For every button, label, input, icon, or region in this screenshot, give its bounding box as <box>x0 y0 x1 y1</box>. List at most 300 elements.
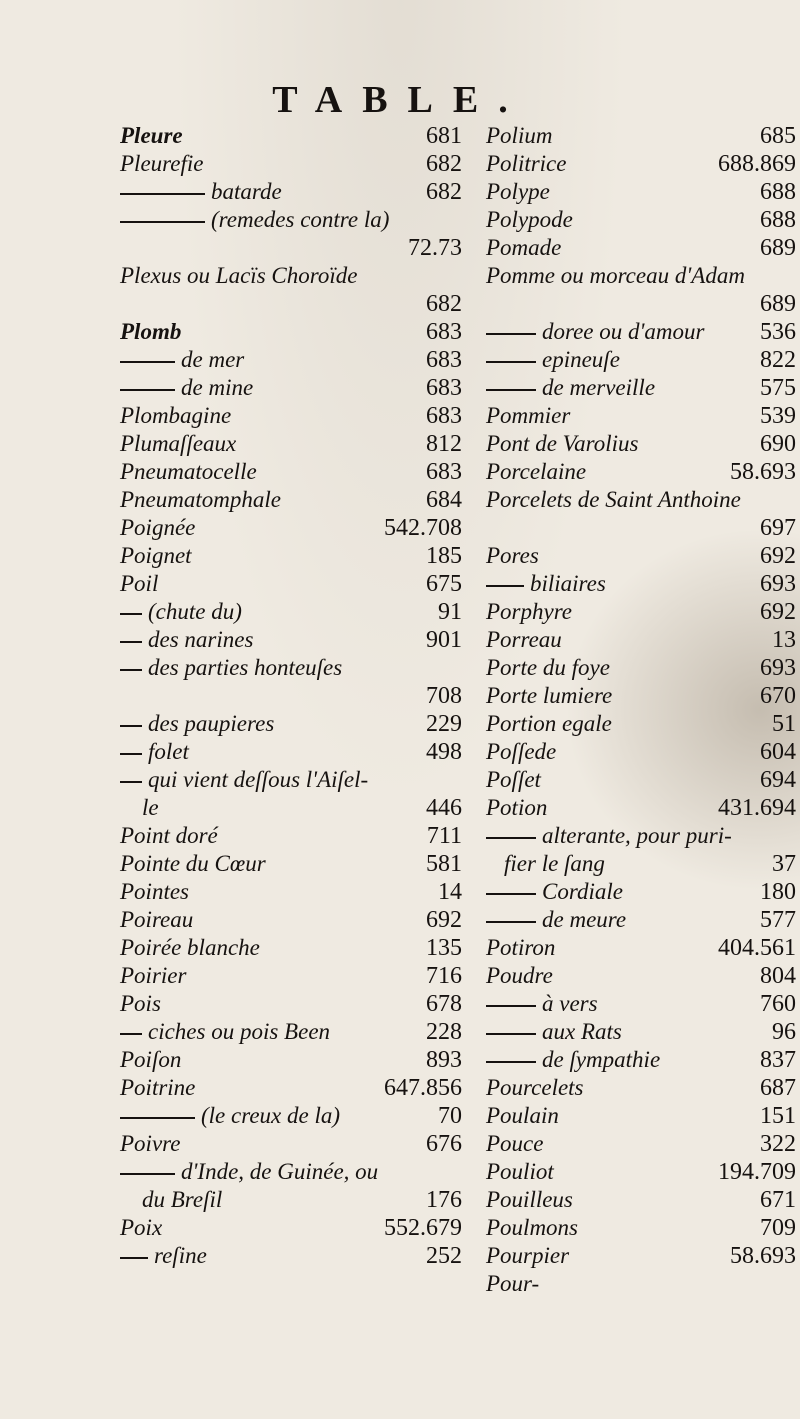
index-term <box>486 1102 559 1130</box>
index-term <box>486 150 566 178</box>
index-term-text: Pneumatocelle <box>120 459 257 484</box>
index-term <box>486 766 541 794</box>
index-entry <box>120 710 462 738</box>
page-number: 683 <box>426 403 462 429</box>
page-number: 72.73 <box>408 235 462 261</box>
index-entry <box>120 402 462 430</box>
page-number: 694 <box>760 767 796 793</box>
index-term-text: Point doré <box>120 823 218 848</box>
index-entry <box>120 486 462 514</box>
index-term <box>120 570 158 598</box>
index-entry <box>120 1046 462 1074</box>
index-entry <box>486 682 796 710</box>
index-term-text: Pointes <box>120 879 189 904</box>
page-number: 185 <box>426 543 462 569</box>
index-term <box>120 318 181 346</box>
page-number: 678 <box>426 991 462 1017</box>
index-entry <box>120 850 462 878</box>
page-number: 685 <box>760 123 796 149</box>
ditto-dash <box>120 781 142 783</box>
ditto-dash <box>120 221 205 223</box>
index-entry <box>120 1242 462 1270</box>
index-term-text: (remedes contre la) <box>211 207 390 232</box>
index-term <box>486 346 620 374</box>
index-entry <box>486 374 796 402</box>
index-term-text: epineuſe <box>542 347 620 372</box>
page-number: 681 <box>426 123 462 149</box>
index-term-text: des paupieres <box>148 711 275 736</box>
index-term-text: (chute du) <box>148 599 242 624</box>
index-term <box>120 206 389 234</box>
index-entry <box>120 682 462 710</box>
index-entry <box>120 1130 462 1158</box>
index-term <box>486 962 553 990</box>
index-entry <box>486 206 796 234</box>
page-number: 91 <box>438 599 462 625</box>
index-entry <box>120 290 462 318</box>
page-number: 542.708 <box>384 515 462 541</box>
index-term-text: des parties honteuſes <box>148 655 343 680</box>
index-term-text: Potiron <box>486 935 556 960</box>
index-term-text: Polype <box>486 179 550 204</box>
index-term <box>486 542 539 570</box>
page-number: 446 <box>426 795 462 821</box>
ditto-dash <box>120 1257 148 1259</box>
index-term-text: à vers <box>542 991 598 1016</box>
index-term <box>120 402 231 430</box>
index-term-text: Poſſet <box>486 767 541 792</box>
ditto-dash <box>120 753 142 755</box>
index-entry <box>486 654 796 682</box>
index-term-text: Pommier <box>486 403 571 428</box>
page-number: 70 <box>438 1103 462 1129</box>
index-entry <box>486 318 796 346</box>
index-term <box>120 766 368 794</box>
index-entry <box>120 122 462 150</box>
index-term <box>486 1018 622 1046</box>
index-term-text: Plumaſſeaux <box>120 431 237 456</box>
page-number: 822 <box>760 347 796 373</box>
index-term <box>486 934 555 962</box>
index-term-text: Porcelets de Saint Anthoine <box>486 487 741 512</box>
index-entry <box>486 150 796 178</box>
ditto-dash <box>486 389 536 391</box>
index-term <box>120 1018 330 1046</box>
index-entry <box>486 290 796 318</box>
index-term-text: Porte du foye <box>486 655 610 680</box>
page-number: 552.679 <box>384 1215 462 1241</box>
index-term <box>486 1074 584 1102</box>
index-entry <box>486 178 796 206</box>
index-term <box>120 346 244 374</box>
index-term <box>486 906 626 934</box>
index-term <box>120 542 192 570</box>
index-entry <box>486 626 796 654</box>
index-entry <box>486 458 796 486</box>
page-number: 536 <box>760 319 796 345</box>
index-term <box>120 990 161 1018</box>
index-term-text: Poirier <box>120 963 187 988</box>
index-term-text: Porreau <box>486 627 562 652</box>
index-term <box>486 570 606 598</box>
page-number: 693 <box>760 655 796 681</box>
index-term-text: fier le ſang <box>504 851 605 876</box>
index-term <box>120 514 195 542</box>
index-term-text: Pouliot <box>486 1159 554 1184</box>
index-term-text: reſine <box>154 1243 207 1268</box>
index-term-text: folet <box>148 739 189 764</box>
index-term-text: Polium <box>486 123 553 148</box>
index-column-left <box>120 122 462 1270</box>
index-term-text: aux Rats <box>542 1019 622 1044</box>
index-entry <box>120 738 462 766</box>
index-entry <box>486 570 796 598</box>
index-term <box>120 906 193 934</box>
index-term <box>486 1214 578 1242</box>
index-term <box>120 962 186 990</box>
index-term-text: Pomade <box>486 235 562 260</box>
index-term-text: batarde <box>211 179 282 204</box>
index-term-text: Poulain <box>486 1103 559 1128</box>
index-term-text: Politrice <box>486 151 567 176</box>
index-entry <box>486 1102 796 1130</box>
index-term <box>120 374 253 402</box>
index-entry <box>486 598 796 626</box>
page-number: 58.693 <box>730 459 796 485</box>
ditto-dash <box>486 1033 536 1035</box>
page-number: 893 <box>426 1047 462 1073</box>
page-number: 180 <box>760 879 796 905</box>
page-number: 404.561 <box>718 935 796 961</box>
index-term <box>120 626 253 654</box>
index-entry <box>120 626 462 654</box>
index-term <box>120 1130 180 1158</box>
page-number: 577 <box>760 907 796 933</box>
index-term <box>120 430 236 458</box>
page-number: 683 <box>426 347 462 373</box>
index-term-text: Poirée blanche <box>120 935 260 960</box>
index-entry <box>120 1102 462 1130</box>
index-term-text: Porte lumiere <box>486 683 613 708</box>
page-number: 51 <box>772 711 796 737</box>
index-term <box>142 794 159 822</box>
page-number: 647.856 <box>384 1075 462 1101</box>
index-entry <box>120 318 462 346</box>
ditto-dash <box>486 361 536 363</box>
ditto-dash <box>120 1033 142 1035</box>
index-term-text: Poitrine <box>120 1075 196 1100</box>
index-entry <box>120 234 462 262</box>
page-number: 683 <box>426 319 462 345</box>
index-term <box>486 822 732 850</box>
index-term-text: Plombagine <box>120 403 232 428</box>
index-term <box>142 1186 222 1214</box>
page-number: 229 <box>426 711 462 737</box>
page-number: 804 <box>760 963 796 989</box>
page-number: 697 <box>760 515 796 541</box>
index-term-text: qui vient deſſous l'Aiſel- <box>148 767 369 792</box>
index-term-text: Poignet <box>120 543 192 568</box>
index-term-text: Pomme ou morceau d'Adam <box>486 263 745 288</box>
index-term-text: Cordiale <box>542 879 623 904</box>
ditto-dash <box>120 641 142 643</box>
index-term <box>120 458 257 486</box>
page-number: 684 <box>426 487 462 513</box>
index-term <box>120 1074 195 1102</box>
page-number: 692 <box>760 543 796 569</box>
ditto-dash <box>486 1061 536 1063</box>
page-number: 322 <box>760 1131 796 1157</box>
index-entry <box>120 206 462 234</box>
index-term-text: de ſympathie <box>542 1047 661 1072</box>
index-term <box>120 122 183 150</box>
index-entry <box>120 570 462 598</box>
index-term <box>120 598 242 626</box>
index-term <box>486 682 612 710</box>
index-term <box>486 738 556 766</box>
index-term <box>486 1242 569 1270</box>
index-term <box>120 710 274 738</box>
index-term <box>120 486 281 514</box>
index-term <box>120 1102 340 1130</box>
index-term <box>504 850 605 878</box>
page-number: 37 <box>772 851 796 877</box>
index-entry <box>486 514 796 542</box>
index-term-text: Pneumatomphale <box>120 487 281 512</box>
ditto-dash <box>120 725 142 727</box>
index-term-text: des narines <box>148 627 254 652</box>
index-term <box>486 1130 543 1158</box>
index-term <box>486 430 638 458</box>
index-term <box>486 654 610 682</box>
index-term <box>120 1158 378 1186</box>
index-entry <box>486 738 796 766</box>
index-term <box>120 262 357 290</box>
index-term <box>486 206 573 234</box>
index-term <box>486 458 586 486</box>
index-term <box>486 122 552 150</box>
index-entry <box>486 990 796 1018</box>
page-number: 581 <box>426 851 462 877</box>
index-entry <box>486 346 796 374</box>
index-term-text: le <box>142 795 159 820</box>
page-number: 683 <box>426 375 462 401</box>
index-term-text: doree ou d'amour <box>542 319 705 344</box>
index-term <box>120 850 266 878</box>
index-entry <box>486 822 796 850</box>
page-number: 689 <box>760 291 796 317</box>
page-number: 431.694 <box>718 795 796 821</box>
index-term-text: de mine <box>181 375 254 400</box>
ditto-dash <box>120 361 175 363</box>
index-entry <box>120 374 462 402</box>
ditto-dash <box>120 389 175 391</box>
index-entry <box>486 1158 796 1186</box>
page-number: 252 <box>426 1243 462 1269</box>
index-entry <box>486 1046 796 1074</box>
index-entry <box>486 1018 796 1046</box>
ditto-dash <box>120 669 142 671</box>
page-number: 692 <box>760 599 796 625</box>
index-entry <box>120 1214 462 1242</box>
page-number: 687 <box>760 1075 796 1101</box>
index-entry <box>486 1214 796 1242</box>
page-number: 688.869 <box>718 151 796 177</box>
ditto-dash <box>120 1173 175 1175</box>
index-entry <box>120 346 462 374</box>
page-number: 151 <box>760 1103 796 1129</box>
ditto-dash <box>120 1117 195 1119</box>
index-entry <box>486 1186 796 1214</box>
index-term-text: Pouilleus <box>486 1187 573 1212</box>
index-term-text: de merveille <box>542 375 656 400</box>
page-number: 709 <box>760 1215 796 1241</box>
index-entry <box>120 430 462 458</box>
index-term-text: alterante, pour puri- <box>542 823 732 848</box>
page-number: 575 <box>760 375 796 401</box>
index-term-text: Pois <box>120 991 161 1016</box>
page-number: 760 <box>760 991 796 1017</box>
page-number: 837 <box>760 1047 796 1073</box>
index-term <box>486 374 655 402</box>
page-number: 539 <box>760 403 796 429</box>
page-number: 194.709 <box>718 1159 796 1185</box>
page-number: 58.693 <box>730 1243 796 1269</box>
page-number: 692 <box>426 907 462 933</box>
index-entry <box>486 906 796 934</box>
index-entry <box>120 598 462 626</box>
index-entry <box>120 1158 462 1186</box>
index-entry <box>486 402 796 430</box>
ditto-dash <box>120 193 205 195</box>
page-title: TABLE. <box>272 79 528 121</box>
index-entry <box>486 934 796 962</box>
page-number: 690 <box>760 431 796 457</box>
page-number: 228 <box>426 1019 462 1045</box>
index-term-text: Pourcelets <box>486 1075 584 1100</box>
index-term <box>120 654 342 682</box>
index-term-text: Porcelaine <box>486 459 587 484</box>
index-entry <box>486 850 796 878</box>
index-term <box>120 150 203 178</box>
index-term-text: Polypode <box>486 207 573 232</box>
page-number: 693 <box>760 571 796 597</box>
index-term-text: Poiſon <box>120 1047 182 1072</box>
index-term-text: du Breſil <box>142 1187 223 1212</box>
index-entry <box>120 262 462 290</box>
index-entry <box>486 1270 796 1298</box>
index-term <box>120 1046 181 1074</box>
index-entry <box>120 878 462 906</box>
index-term-text: Pouce <box>486 1131 544 1156</box>
index-term-text: Poireau <box>120 907 194 932</box>
index-term-text: Potion <box>486 795 548 820</box>
page-number: 604 <box>760 739 796 765</box>
index-entry <box>486 486 796 514</box>
page-number: 688 <box>760 179 796 205</box>
page-number: 176 <box>426 1187 462 1213</box>
index-entry <box>486 122 796 150</box>
index-term-text: de mer <box>181 347 245 372</box>
index-term <box>486 262 745 290</box>
index-term-text: Pleurefie <box>120 151 204 176</box>
page-number: 670 <box>760 683 796 709</box>
ditto-dash <box>486 921 536 923</box>
index-entry <box>486 542 796 570</box>
index-entry <box>120 766 462 794</box>
index-term <box>120 878 189 906</box>
page-number: 14 <box>438 879 462 905</box>
index-term-text: Poulmons <box>486 1215 578 1240</box>
page-number: 682 <box>426 291 462 317</box>
index-term-text: Plexus ou Lacïs Choroïde <box>120 263 358 288</box>
index-term <box>486 710 612 738</box>
index-entry <box>486 1074 796 1102</box>
index-entry <box>486 878 796 906</box>
index-term <box>486 178 550 206</box>
index-term-text: Poignée <box>120 515 196 540</box>
index-term-text: d'Inde, de Guinée, ou <box>181 1159 379 1184</box>
ditto-dash <box>486 333 536 335</box>
index-term-text: Poſſede <box>486 739 557 764</box>
index-entry <box>120 794 462 822</box>
index-term-text: Porphyre <box>486 599 573 624</box>
index-entry <box>120 990 462 1018</box>
index-entry <box>120 178 462 206</box>
index-term <box>120 738 189 766</box>
page-number: 96 <box>772 1019 796 1045</box>
index-entry <box>486 1242 796 1270</box>
page-number: 683 <box>426 459 462 485</box>
ditto-dash <box>486 837 536 839</box>
page-number: 676 <box>426 1131 462 1157</box>
index-entry <box>486 766 796 794</box>
page-number: 675 <box>426 571 462 597</box>
index-term <box>486 1270 539 1298</box>
index-entry <box>120 822 462 850</box>
index-entry <box>120 1186 462 1214</box>
index-entry <box>120 150 462 178</box>
index-term-text: Portion egale <box>486 711 612 736</box>
index-term-text: Pores <box>486 543 539 568</box>
index-entry <box>120 962 462 990</box>
index-entry <box>120 542 462 570</box>
page-number: 671 <box>760 1187 796 1213</box>
page-number: 901 <box>426 627 462 653</box>
page-number: 711 <box>426 823 462 849</box>
index-entry <box>486 962 796 990</box>
index-term <box>486 318 705 346</box>
index-term <box>486 1046 660 1074</box>
index-term <box>486 990 598 1018</box>
page-number: 135 <box>426 935 462 961</box>
index-term-text: Pourpier <box>486 1243 570 1268</box>
index-entry <box>120 934 462 962</box>
index-term <box>486 486 741 514</box>
index-entry <box>120 514 462 542</box>
index-entry <box>486 794 796 822</box>
index-term <box>486 878 623 906</box>
index-entry <box>120 458 462 486</box>
ditto-dash <box>486 893 536 895</box>
index-entry <box>120 1074 462 1102</box>
index-entry <box>120 906 462 934</box>
index-term-text: Pointe du Cœur <box>120 851 266 876</box>
index-term-text: Poudre <box>486 963 553 988</box>
index-term <box>120 822 218 850</box>
index-term-text: Pont de Varolius <box>486 431 639 456</box>
index-entry <box>486 430 796 458</box>
